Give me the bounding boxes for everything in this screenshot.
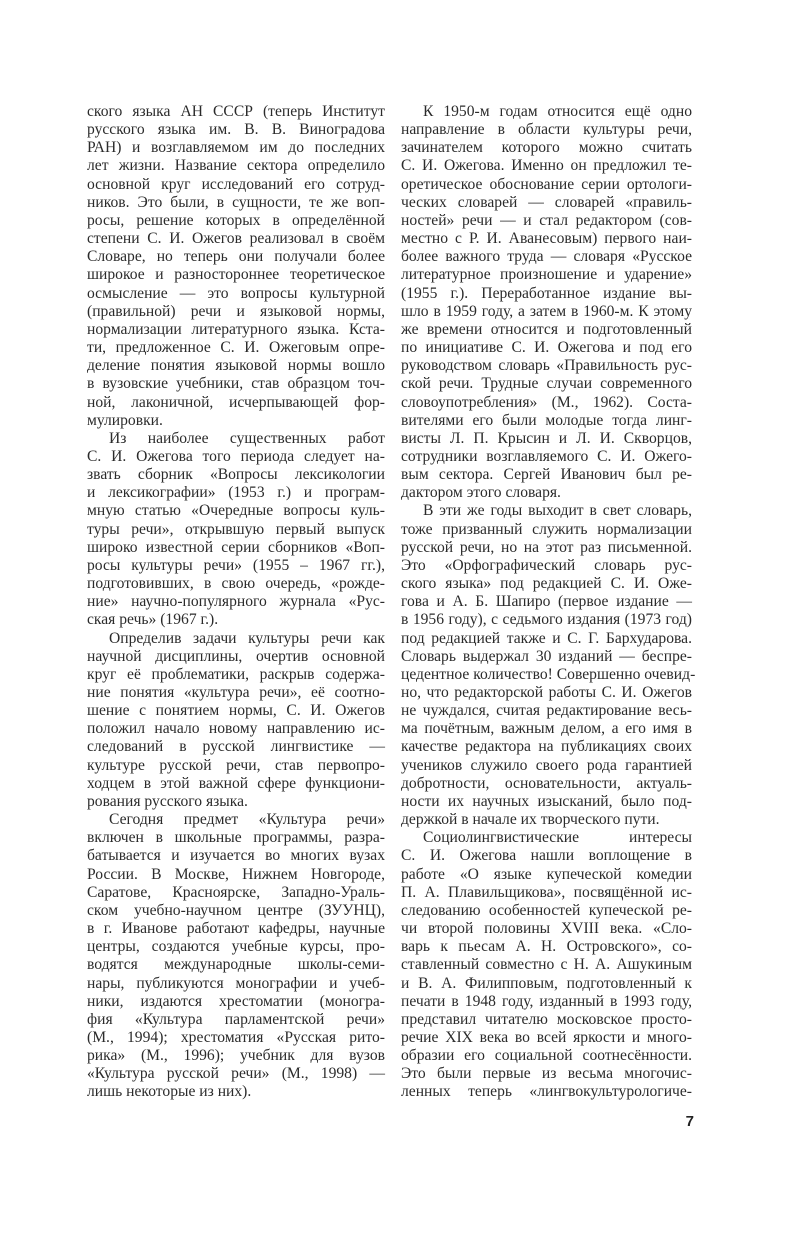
text-line: шло в 1959 году, а затем в 1960-м. К этому xyxy=(401,302,692,320)
text-line: С. И. Ожегова нашли воплощение в xyxy=(401,847,692,865)
text-line: осмысление — это вопросы культурной xyxy=(87,284,385,302)
text-line: мную статью «Очередные вопросы куль- xyxy=(87,502,385,520)
text-line: «Культура русской речи» (М., 1998) — xyxy=(87,1065,385,1083)
text-line: работе «О языке купеческой комедии xyxy=(401,865,692,883)
text-line: ходцем в этой важной сфере функциони- xyxy=(87,774,385,792)
text-line: росы, решение которых в определённой xyxy=(87,211,385,229)
text-line: более важного труда — словаря «Русское xyxy=(401,248,692,266)
text-line: Сегодня предмет «Культура речи» xyxy=(109,811,385,829)
text-column-right xyxy=(401,103,696,1102)
text-line: подготовивших, в свою очередь, «рожде- xyxy=(87,575,385,593)
text-line: под редакцией также и С. Г. Бархударова. xyxy=(401,629,692,647)
text-line: звать сборник «Вопросы лексикологии xyxy=(87,466,385,484)
text-line: круг её проблематики, раскрыв содержа- xyxy=(87,665,385,683)
text-line: П. А. Плавильщикова», посвящённой ис- xyxy=(401,883,692,901)
text-line: В эти же годы выходит в свет словарь, xyxy=(423,502,692,520)
text-line: и лексикографии» (1953 г.) и програм- xyxy=(87,484,385,502)
text-line: (1955 г.). Переработанное издание вы- xyxy=(401,284,692,302)
text-line: ма почётным, важным делом, а его имя в xyxy=(401,720,692,738)
text-line: образии его социальной соотнесённости. xyxy=(401,1047,692,1065)
text-line: ностей» речи — и стал редактором (сов- xyxy=(401,211,692,229)
text-line: ности их научных изысканий, было под- xyxy=(401,792,692,810)
text-line: Саратове, Красноярске, Западно-Ураль- xyxy=(87,883,385,901)
text-line: Социолингвистические интересы xyxy=(423,829,692,847)
text-line: ставленный совместно с Н. А. Ашукиным xyxy=(401,956,692,974)
text-line: С. И. Ожегова. Именно он предложил те- xyxy=(401,157,692,175)
text-line: оретическое обоснование серии ортологи- xyxy=(401,175,692,193)
text-line: ском учебно-научном центре (ЗУУНЦ), xyxy=(87,901,385,919)
text-line: не чуждался, считая редактирование весь- xyxy=(401,702,692,720)
text-line: речие XIX века во всей яркости и много- xyxy=(401,1028,692,1046)
text-line: широко известной серии сборников «Воп- xyxy=(87,538,385,556)
text-line: печати в 1948 году, изданный в 1993 году, xyxy=(401,992,692,1010)
text-line: ленных теперь «лингвокультурологиче- xyxy=(401,1083,692,1101)
text-line: дактором этого словаря. xyxy=(401,484,561,502)
text-line: туры речи», открывшую первый выпуск xyxy=(87,520,385,538)
text-line: ти, предложенное С. И. Ожеговым опре- xyxy=(87,339,385,357)
text-line: батывается и изучается во многих вузах xyxy=(87,847,385,865)
text-line: местно с Р. И. Аванесовым) первого наи- xyxy=(401,230,692,248)
text-line: по инициативе С. И. Ожегова и под его xyxy=(401,339,692,357)
text-line: качестве редактора на публикациях своих xyxy=(401,738,692,756)
text-line: фия «Культура парламентской речи» xyxy=(87,1010,385,1028)
text-line: Это были первые из весьма многочис- xyxy=(401,1065,692,1083)
text-line: лет жизни. Название сектора определило xyxy=(87,157,385,175)
text-line: ние понятия «культура речи», её соотно- xyxy=(87,684,385,701)
text-line: сотрудники возглавляемого С. И. Ожего- xyxy=(401,447,692,465)
text-line: же времени относится и подготовленный xyxy=(401,320,692,338)
text-line: Это «Орфографический словарь рус- xyxy=(401,556,692,574)
text-line: вым сектора. Сергей Иванович был ре- xyxy=(401,466,692,484)
text-line: в вузовские учебники, став образцом точ- xyxy=(87,375,385,393)
text-line: русского языка им. В. В. Виноградова xyxy=(87,121,385,139)
text-line: деление понятия языковой нормы вошло xyxy=(87,357,385,375)
text-line: ской речи. Трудные случаи современного xyxy=(401,375,692,393)
text-line: рика» (М., 1996); учебник для вузов xyxy=(87,1047,385,1065)
text-line: держкой в начале их творческого пути. xyxy=(401,811,660,829)
text-line: научной дисциплины, очертив основной xyxy=(87,647,385,665)
text-line: направление в области культуры речи, xyxy=(401,121,692,139)
text-line: и В. А. Филипповым, подготовленный к xyxy=(401,974,692,992)
text-line: К 1950-м годам относится ещё одно xyxy=(423,103,692,120)
text-line: шение с понятием нормы, С. И. Ожегов xyxy=(87,702,385,720)
text-line: Словарь выдержал 30 изданий — беспре- xyxy=(401,647,692,665)
text-line: ческих словарей — словарей «правиль- xyxy=(401,193,692,211)
text-line: но, что редакторской работы С. И. Ожегов xyxy=(401,684,692,701)
text-line: РАН) и возглавляемом им до последних xyxy=(87,139,385,157)
text-line: положил начало новому направлению ис- xyxy=(87,720,385,738)
text-line: ского языка» под редакцией С. И. Оже- xyxy=(401,575,692,593)
text-line: добротности, основательности, актуаль- xyxy=(401,774,692,792)
text-line: (правильной) речи и языковой нормы, xyxy=(87,302,385,320)
text-line: водятся международные школы-семи- xyxy=(87,956,385,974)
text-line: лишь некоторые из них). xyxy=(87,1083,252,1101)
text-line: висты Л. П. Крысин и Л. И. Скворцов, xyxy=(401,429,692,447)
text-line: варь к пьесам А. Н. Островского», со- xyxy=(401,938,692,956)
text-line: центры, создаются учебные курсы, про- xyxy=(87,938,385,956)
text-line: ников. Это были, в сущности, те же воп- xyxy=(87,193,385,211)
text-line: С. И. Ожегова того периода следует на- xyxy=(87,447,385,465)
text-line: росы культуры речи» (1955 – 1967 гг.), xyxy=(87,556,385,574)
text-line: учеников служило своего рода гарантией xyxy=(401,756,692,774)
text-line: руководством словарь «Правильность рус- xyxy=(401,357,692,375)
text-line: цедентное количество! Совершенно очевид- xyxy=(401,665,696,683)
text-column-left xyxy=(87,103,385,1102)
text-line: словоупотребления» (М., 1962). Соста- xyxy=(401,393,692,411)
text-line: русской речи, но на этот раз письменной. xyxy=(401,538,692,556)
text-line: нары, публикуются монографии и учеб- xyxy=(87,974,385,992)
text-line: вителями его были молодые тогда линг- xyxy=(401,411,692,429)
text-line: основной круг исследований его сотруд- xyxy=(87,175,385,193)
text-line: гова и А. Б. Шапиро (первое издание — xyxy=(401,593,692,611)
text-line: в г. Иванове работают кафедры, научные xyxy=(87,920,385,938)
text-line: литературное произношение и ударение» xyxy=(401,266,692,284)
text-line: ники, издаются хрестоматии (моногра- xyxy=(87,992,385,1010)
text-line: ская речь» (1967 г.). xyxy=(87,611,219,629)
text-line: рования русского языка. xyxy=(87,792,248,810)
text-line: Определив задачи культуры речи как xyxy=(109,629,385,647)
text-line: Из наиболее существенных работ xyxy=(109,429,385,447)
text-line: включен в школьные программы, разра- xyxy=(87,829,385,847)
text-line: ние» научно-популярного журнала «Рус- xyxy=(87,593,385,611)
text-line: Словаре, но теперь они получали более xyxy=(87,248,385,266)
text-line: следованию особенностей купеческой ре- xyxy=(401,901,692,919)
text-line: следований в русской лингвистике — xyxy=(87,738,385,756)
text-line: мулировки. xyxy=(87,411,163,429)
text-line: представил читателю московское просто- xyxy=(401,1010,692,1028)
text-line: тоже призванный служить нормализации xyxy=(401,520,692,538)
text-line: ной, лаконичной, исчерпывающей фор- xyxy=(87,393,385,411)
text-line: чи второй половины XVIII века. «Сло- xyxy=(401,920,692,938)
text-line: степени С. И. Ожегов реализовал в своём xyxy=(87,230,385,248)
text-line: (М., 1994); хрестоматия «Русская рито- xyxy=(87,1028,385,1046)
text-line: культуре русской речи, став первопро- xyxy=(87,756,385,774)
text-line: России. В Москве, Нижнем Новгороде, xyxy=(87,865,385,883)
text-line: в 1956 году), с седьмого издания (1973 год) xyxy=(401,611,692,629)
text-line: широкое и разностороннее теоретическое xyxy=(87,266,385,284)
page-number: 7 xyxy=(685,1113,694,1130)
text-line: зачинателем которого можно считать xyxy=(401,139,692,157)
text-line: нормализации литературного языка. Кста- xyxy=(87,320,385,338)
text-line: ского языка АН СССР (теперь Институт xyxy=(87,103,385,120)
